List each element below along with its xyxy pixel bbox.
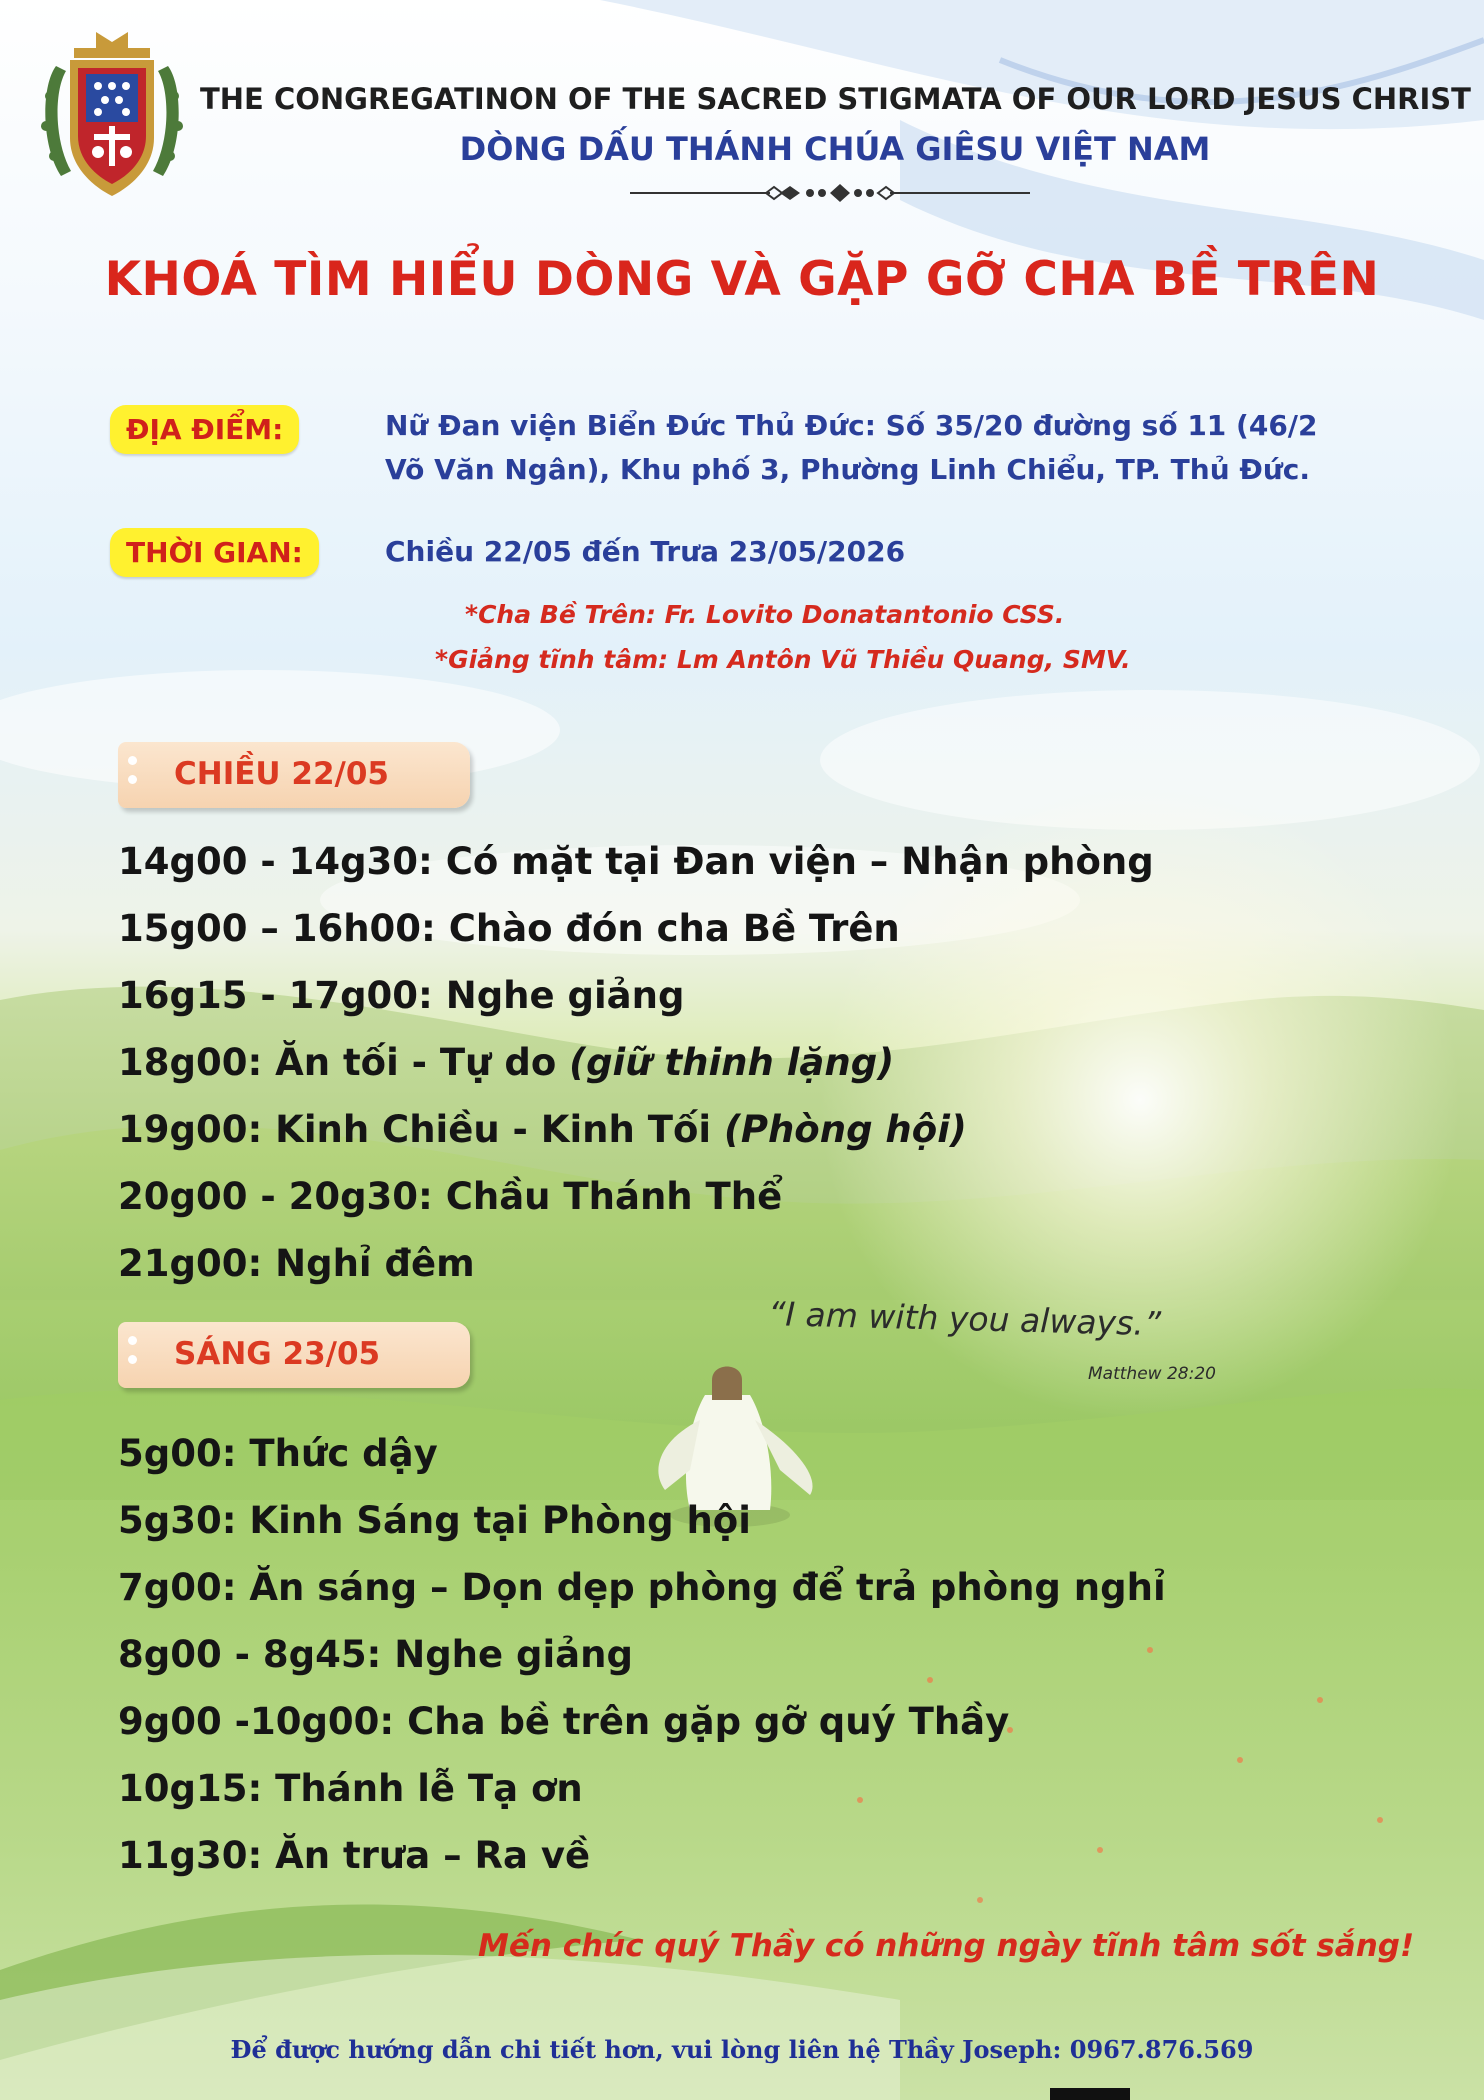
schedule-item: 16g15 - 17g00: Nghe giảng: [118, 974, 685, 1017]
location-line-1: Nữ Đan viện Biển Đức Thủ Đức: Số 35/20 đường số 11 (46/2: [385, 409, 1318, 442]
schedule-item: 8g00 - 8g45: Nghe giảng: [118, 1633, 633, 1676]
bible-quote: [768, 1283, 1238, 1393]
location-line-2: Võ Văn Ngân), Khu phố 3, Phường Linh Chiểu, TP. Thủ Đức.: [385, 453, 1310, 486]
congregation-crest-logo: [36, 26, 188, 206]
schedule-item: 15g00 – 16h00: Chào đón cha Bề Trên: [118, 907, 900, 950]
blessing-message: Mến chúc quý Thầy có những ngày tĩnh tâm sốt sắng!: [478, 1928, 1415, 1964]
time-label-badge: THỜI GIAN:: [110, 528, 319, 577]
day1-schedule-list: [118, 828, 1154, 1297]
preacher-note: *Giảng tĩnh tâm: Lm Antôn Vũ Thiều Quang, SMV.: [435, 645, 1131, 674]
corner-mark: [1050, 2088, 1130, 2100]
day2-label: SÁNG 23/05: [174, 1336, 381, 1372]
schedule-item: 19g00: Kinh Chiều - Kinh Tối (Phòng hội): [118, 1108, 967, 1151]
day2-section-tab: [118, 1322, 470, 1388]
page-title: KHOÁ TÌM HIỂU DÒNG VÀ GẶP GỠ CHA BỀ TRÊN: [104, 252, 1380, 307]
superior-note: *Cha Bề Trên: Fr. Lovito Donatantonio CSS.: [465, 600, 1065, 629]
quote-reference: Matthew 28:20: [1088, 1364, 1216, 1384]
day1-section-tab: [118, 742, 470, 808]
location-label-badge: ĐỊA ĐIỂM:: [110, 405, 299, 454]
tab-dots-decoration: [128, 1336, 138, 1374]
ornament-divider: [620, 178, 1040, 208]
schedule-item: 10g15: Thánh lễ Tạ ơn: [118, 1767, 583, 1810]
tab-dots-decoration: [128, 756, 138, 794]
congregation-name-vietnamese: DÒNG DẤU THÁNH CHÚA GIÊSU VIỆT NAM: [459, 130, 1211, 168]
schedule-item: 14g00 - 14g30: Có mặt tại Đan viện – Nhận phòng: [118, 840, 1154, 883]
schedule-item: 20g00 - 20g30: Chầu Thánh Thể: [118, 1175, 783, 1218]
schedule-item: 5g00: Thức dậy: [118, 1432, 438, 1475]
schedule-item: 11g30: Ăn trưa – Ra về: [118, 1834, 591, 1877]
schedule-item: 7g00: Ăn sáng – Dọn dẹp phòng để trả phòng nghỉ: [118, 1566, 1166, 1609]
schedule-item: 9g00 -10g00: Cha bề trên gặp gỡ quý Thầy: [118, 1700, 1010, 1743]
day2-schedule-list: [118, 1420, 1166, 1889]
location-text: [385, 404, 1318, 492]
schedule-item: 5g30: Kinh Sáng tại Phòng hội: [118, 1499, 751, 1542]
time-text: Chiều 22/05 đến Trưa 23/05/2026: [385, 535, 906, 568]
schedule-item: 21g00: Nghỉ đêm: [118, 1242, 475, 1285]
quote-text: “I am with you always.”: [768, 1294, 1162, 1344]
congregation-name-english: THE CONGREGATINON OF THE SACRED STIGMATA OF OUR LORD JESUS CHRIST: [200, 82, 1471, 116]
contact-info: Để được hướng dẫn chi tiết hơn, vui lòng liên hệ Thầy Joseph: 0967.876.569: [230, 2035, 1254, 2064]
day1-label: CHIỀU 22/05: [174, 756, 389, 792]
schedule-item: 18g00: Ăn tối - Tự do (giữ thinh lặng): [118, 1041, 895, 1084]
